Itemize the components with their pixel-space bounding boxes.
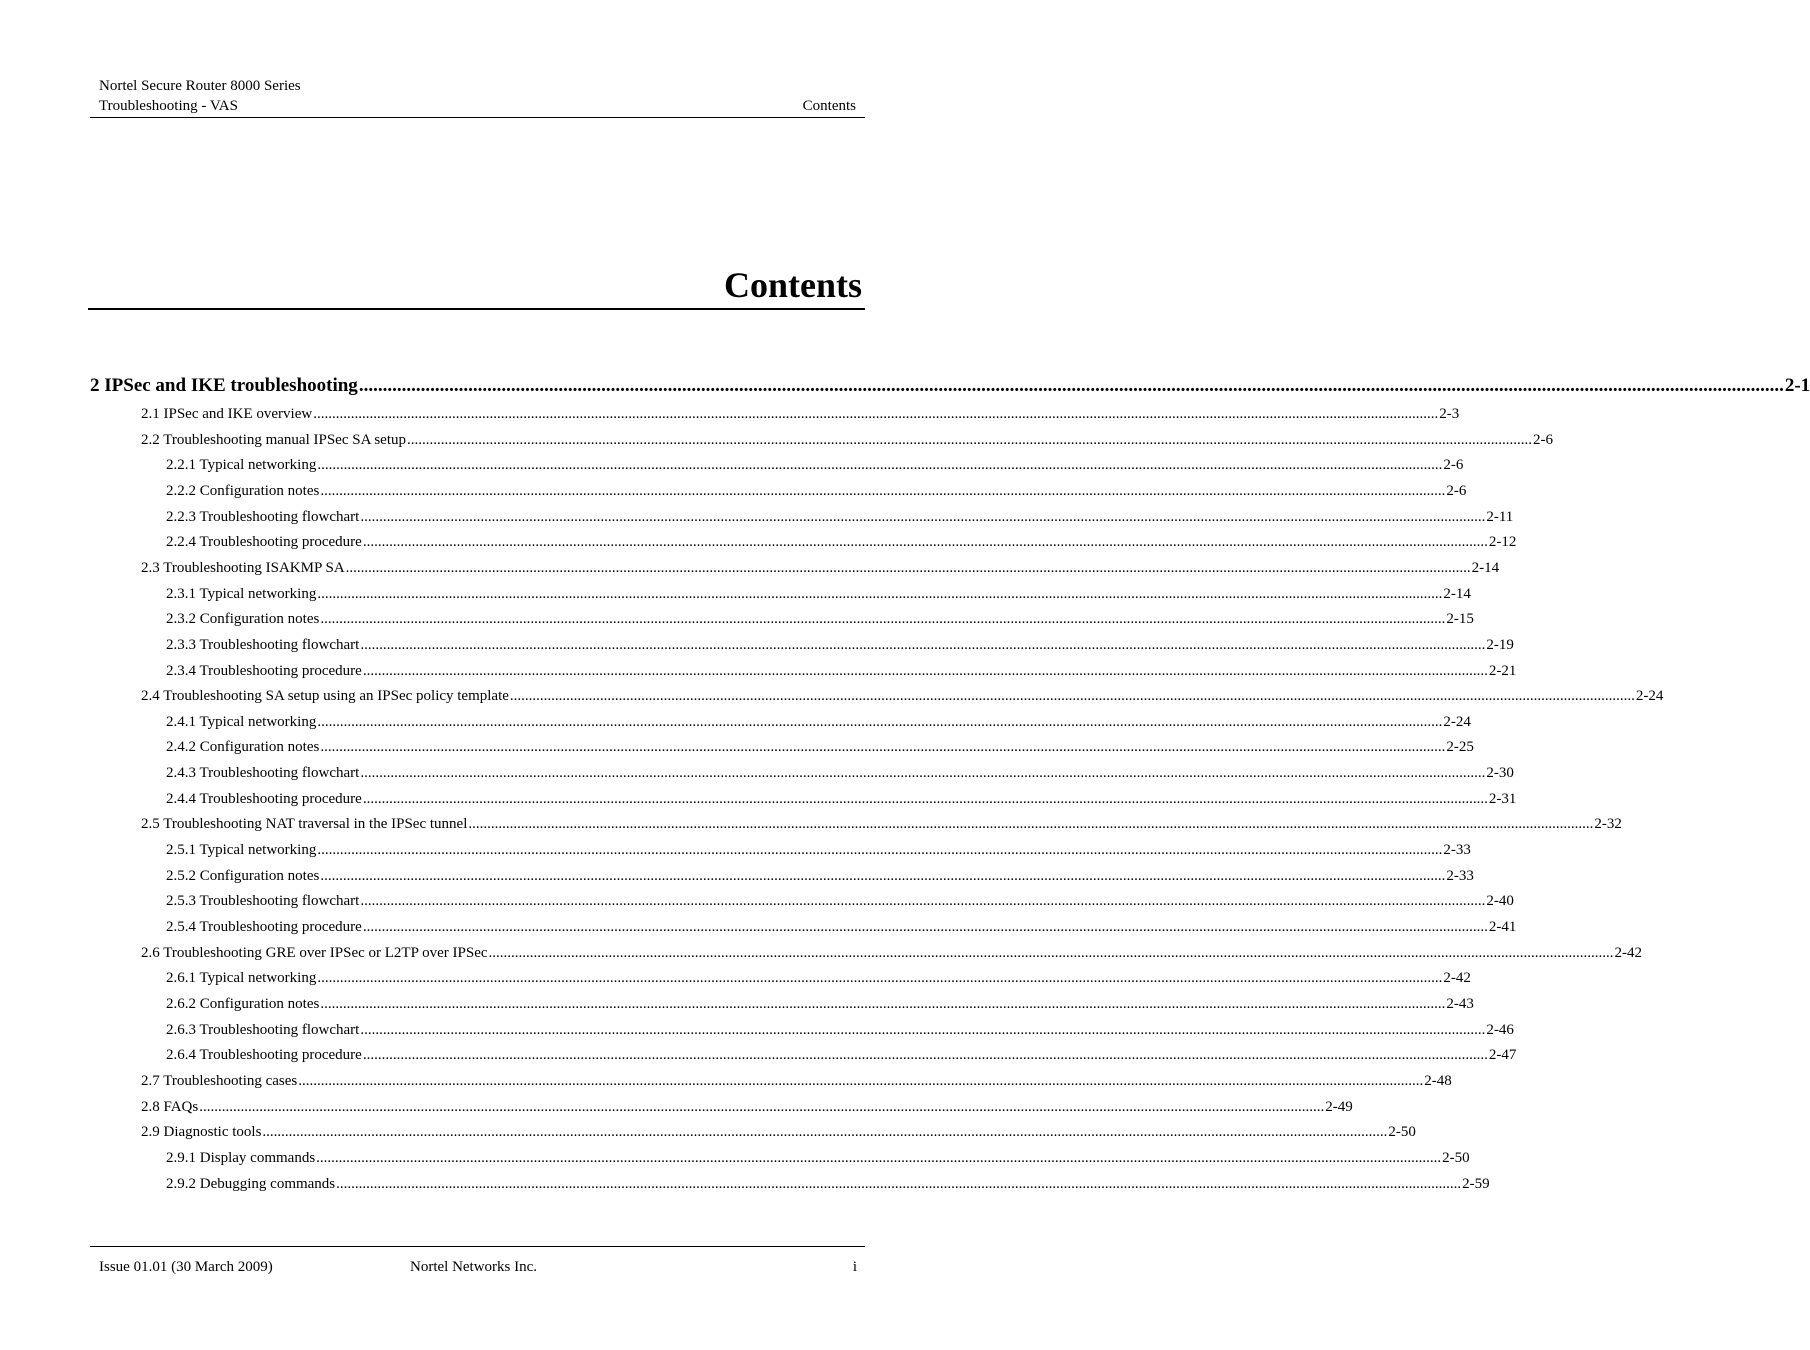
toc-leader-dots: ............................................................................................................................................................................................................................................................................................................: [407, 431, 1533, 448]
toc-entry-label: 2.4.4 Troubleshooting procedure: [166, 790, 362, 807]
page-title-text: Contents: [723, 265, 862, 305]
toc-entry[interactable]: [166, 866, 1474, 886]
toc-leader-dots: ............................................................................................................................................................................................................................................................................................................: [360, 765, 1486, 782]
header-product: Nortel Secure Router 8000 Series: [99, 78, 301, 94]
toc-entry[interactable]: [166, 661, 1517, 681]
toc-entry-label: 2.6.1 Typical networking: [166, 970, 317, 987]
toc-entry-label: 2.9.2 Debugging commands: [166, 1175, 336, 1192]
toc-entry-page: 2-47: [1488, 1047, 1517, 1064]
toc-entry-label: 2.8 FAQs: [141, 1098, 199, 1115]
page-header: [90, 76, 865, 118]
toc-entry[interactable]: [166, 455, 1464, 475]
toc-entry-label: 2.6.3 Troubleshooting flowchart: [166, 1021, 360, 1038]
toc-leader-dots: ............................................................................................................................................................................................................................................................................................................: [199, 1098, 1325, 1115]
toc-leader-dots: ............................................................................................................................................................................................................................................................................................................: [298, 1072, 1424, 1089]
toc-leader-dots: ............................................................................................................................................................................................................................................................................................................: [488, 944, 1614, 961]
toc-leader-dots: ............................................................................................................................................................................................................................................................................................................: [317, 585, 1443, 602]
toc-entry-label: 2.3 Troubleshooting ISAKMP SA: [141, 559, 345, 576]
toc-entry-page: 2-32: [1594, 816, 1622, 833]
toc-leader-dots: ............................................................................................................................................................................................................................................................................................................: [313, 406, 1439, 422]
toc-entry-page: 2-11: [1486, 508, 1514, 525]
toc-leader-dots: ............................................................................................................................................................................................................................................................................................................: [360, 1021, 1486, 1038]
footer-company: Nortel Networks Inc.: [410, 1259, 538, 1275]
toc-entry[interactable]: [141, 1097, 1353, 1117]
toc-entry-page: 2-43: [1446, 995, 1474, 1012]
toc-entry[interactable]: [166, 891, 1514, 911]
toc-entry-label: 2.3.4 Troubleshooting procedure: [166, 662, 362, 679]
toc-entry-page: 2-3: [1439, 406, 1460, 422]
toc-entry[interactable]: [166, 1148, 1470, 1168]
toc-entry-page: 2-33: [1446, 867, 1474, 884]
toc-leader-dots: ............................................................................................................................................................................................................................................................................................................: [320, 482, 1446, 499]
toc-entry-label: 2.5 Troubleshooting NAT traversal in the IPSec tunnel: [141, 816, 468, 833]
header-section: Contents: [802, 98, 856, 114]
toc-leader-dots: ............................................................................................................................................................................................................................................................................................................: [320, 611, 1446, 628]
toc-entry-page: 2-33: [1443, 842, 1471, 859]
toc-entry-label: 2.1 IPSec and IKE overview: [141, 406, 313, 422]
toc-entry-label: 2.5.3 Troubleshooting flowchart: [166, 893, 360, 910]
toc-chapter-entry[interactable]: [90, 374, 1810, 398]
toc-entry-label: 2.9 Diagnostic tools: [141, 1124, 262, 1141]
toc-leader-dots: ............................................................................................................................................................................................................................................................................................................: [362, 534, 1488, 551]
toc-entry-page: 2-31: [1488, 790, 1517, 807]
toc-entry-page: 2-15: [1446, 611, 1474, 628]
toc-leader-dots: ............................................................................................................................................................................................................................................................................................................: [317, 842, 1443, 859]
toc-entry[interactable]: [166, 917, 1517, 937]
toc-entry[interactable]: [166, 994, 1474, 1014]
header-document: Troubleshooting - VAS: [99, 98, 238, 114]
toc-entry-page: 2-42: [1443, 970, 1471, 987]
toc-entry-label: 2.2.2 Configuration notes: [166, 482, 320, 499]
toc-leader-dots: ............................................................................................................................................................................................................................................................................................................: [317, 457, 1443, 474]
toc-leader-dots: ............................................................................................................................................................................................................................................................................................................: [358, 375, 1784, 396]
toc-entry[interactable]: [141, 943, 1643, 963]
toc-leader-dots: ............................................................................................................................................................................................................................................................................................................: [468, 816, 1594, 833]
toc-entry-page: 2-25: [1446, 739, 1474, 756]
toc-entry[interactable]: [166, 507, 1514, 527]
toc-entry-label: 2.4.2 Configuration notes: [166, 739, 320, 756]
toc-leader-dots: ............................................................................................................................................................................................................................................................................................................: [362, 1047, 1488, 1064]
toc-entry-label: 2.4.1 Typical networking: [166, 713, 317, 730]
footer-page-number: i: [852, 1259, 857, 1275]
toc-entry-label: 2.4.3 Troubleshooting flowchart: [166, 765, 360, 782]
toc-entry-label: 2.5.1 Typical networking: [166, 842, 317, 859]
toc-entry-page: 2-21: [1488, 662, 1517, 679]
toc-entry[interactable]: [166, 481, 1467, 501]
toc-leader-dots: ............................................................................................................................................................................................................................................................................................................: [360, 636, 1486, 653]
toc-entry-label: 2.3.3 Troubleshooting flowchart: [166, 636, 360, 653]
toc-entry-page: 2-59: [1462, 1175, 1490, 1192]
toc-entry-page: 2-24: [1443, 713, 1471, 730]
toc-leader-dots: ............................................................................................................................................................................................................................................................................................................: [360, 508, 1486, 525]
toc-entry-page: 2-6: [1533, 431, 1554, 448]
toc-entry-label: 2.2.3 Troubleshooting flowchart: [166, 508, 360, 525]
footer-issue: Issue 01.01 (30 March 2009): [99, 1259, 273, 1275]
toc-entry[interactable]: [166, 968, 1471, 988]
header-row-document: [90, 96, 865, 116]
toc-leader-dots: ............................................................................................................................................................................................................................................................................................................: [262, 1124, 1388, 1141]
toc-entry[interactable]: [166, 1020, 1514, 1040]
toc-leader-dots: ............................................................................................................................................................................................................................................................................................................: [362, 919, 1488, 935]
toc-entry[interactable]: [141, 1071, 1452, 1091]
toc-leader-dots: ............................................................................................................................................................................................................................................................................................................: [320, 867, 1446, 884]
toc-entry[interactable]: [141, 814, 1622, 834]
toc-leader-dots: ............................................................................................................................................................................................................................................................................................................: [360, 893, 1486, 910]
toc-leader-dots: ............................................................................................................................................................................................................................................................................................................: [345, 559, 1471, 576]
toc-entry[interactable]: [141, 404, 1460, 424]
toc-entry-label: 2.6 Troubleshooting GRE over IPSec or L2TP over IPSec: [141, 944, 488, 961]
toc-entry-page: 2-12: [1488, 534, 1517, 551]
toc-entry[interactable]: [166, 712, 1471, 732]
toc-entry-page: 2-48: [1424, 1072, 1452, 1089]
toc-entry-page: 2-50: [1388, 1124, 1416, 1141]
toc-entry-page: 2-42: [1614, 944, 1643, 961]
toc-entry-page: 2-50: [1442, 1149, 1470, 1166]
toc-entry[interactable]: [141, 686, 1664, 706]
toc-entry-page: 2-24: [1635, 688, 1664, 705]
toc-entry[interactable]: [166, 737, 1474, 757]
toc-leader-dots: ............................................................................................................................................................................................................................................................................................................: [317, 713, 1443, 730]
toc-leader-dots: ............................................................................................................................................................................................................................................................................................................: [362, 662, 1488, 679]
header-row-product: [90, 76, 865, 96]
toc-entry-page: 2-14: [1443, 585, 1471, 602]
toc-entry-label: 2.6.2 Configuration notes: [166, 995, 320, 1012]
toc-leader-dots: ............................................................................................................................................................................................................................................................................................................: [362, 790, 1488, 807]
toc-entry-label: 2.5.2 Configuration notes: [166, 867, 320, 884]
toc-entry-page: 2-40: [1486, 893, 1514, 910]
toc-entry[interactable]: [141, 1122, 1416, 1142]
toc-entry[interactable]: [166, 584, 1471, 604]
toc-entry-page: 2-46: [1486, 1021, 1514, 1038]
toc-entry[interactable]: [166, 789, 1517, 809]
page-footer: [90, 1246, 865, 1281]
toc-entry[interactable]: [166, 763, 1514, 783]
toc-entry-label: 2.2.4 Troubleshooting procedure: [166, 534, 362, 551]
toc-entry-label: 2.2.1 Typical networking: [166, 457, 317, 474]
toc-leader-dots: ............................................................................................................................................................................................................................................................................................................: [320, 739, 1446, 756]
toc-entry-page: 2-6: [1443, 457, 1464, 474]
toc-entry-page: 2-14: [1471, 559, 1500, 576]
toc-leader-dots: ............................................................................................................................................................................................................................................................................................................: [336, 1175, 1462, 1192]
toc-entry-label: 2.3.2 Configuration notes: [166, 611, 320, 628]
toc-entry[interactable]: [166, 1174, 1490, 1194]
toc-entry[interactable]: [166, 840, 1471, 860]
toc-entry-label: 2.5.4 Troubleshooting procedure: [166, 919, 362, 935]
toc-entry-page: 2-19: [1486, 636, 1514, 653]
toc-entry-page: 2-30: [1486, 765, 1514, 782]
toc-entry-label: 2.7 Troubleshooting cases: [141, 1072, 298, 1089]
toc-entry-page: 2-49: [1325, 1098, 1353, 1115]
toc-entry-label: 2 IPSec and IKE troubleshooting: [90, 375, 358, 396]
toc-leader-dots: ............................................................................................................................................................................................................................................................................................................: [317, 970, 1443, 987]
toc-entry[interactable]: [141, 558, 1500, 578]
toc-leader-dots: ............................................................................................................................................................................................................................................................................................................: [320, 995, 1446, 1012]
toc-entry[interactable]: [166, 1045, 1517, 1065]
toc-entry-label: 2.6.4 Troubleshooting procedure: [166, 1047, 362, 1064]
toc-entry-label: 2.4 Troubleshooting SA setup using an IPSec policy template: [141, 688, 509, 705]
toc-entry-label: 2.9.1 Display commands: [166, 1149, 316, 1166]
toc-entry[interactable]: [166, 635, 1514, 655]
toc-leader-dots: ............................................................................................................................................................................................................................................................................................................: [509, 688, 1635, 705]
toc-entry-page: 2-1: [1784, 375, 1810, 396]
toc-entry-label: 2.3.1 Typical networking: [166, 585, 317, 602]
toc-entry[interactable]: [141, 430, 1554, 450]
toc-entry[interactable]: [166, 609, 1474, 629]
toc-leader-dots: ............................................................................................................................................................................................................................................................................................................: [316, 1149, 1442, 1166]
toc-entry-page: 2-41: [1488, 919, 1517, 935]
toc-entry[interactable]: [166, 532, 1517, 552]
toc-entry-label: 2.2 Troubleshooting manual IPSec SA setup: [141, 431, 407, 448]
toc-entry-page: 2-6: [1446, 482, 1467, 499]
page-title: [88, 262, 865, 310]
